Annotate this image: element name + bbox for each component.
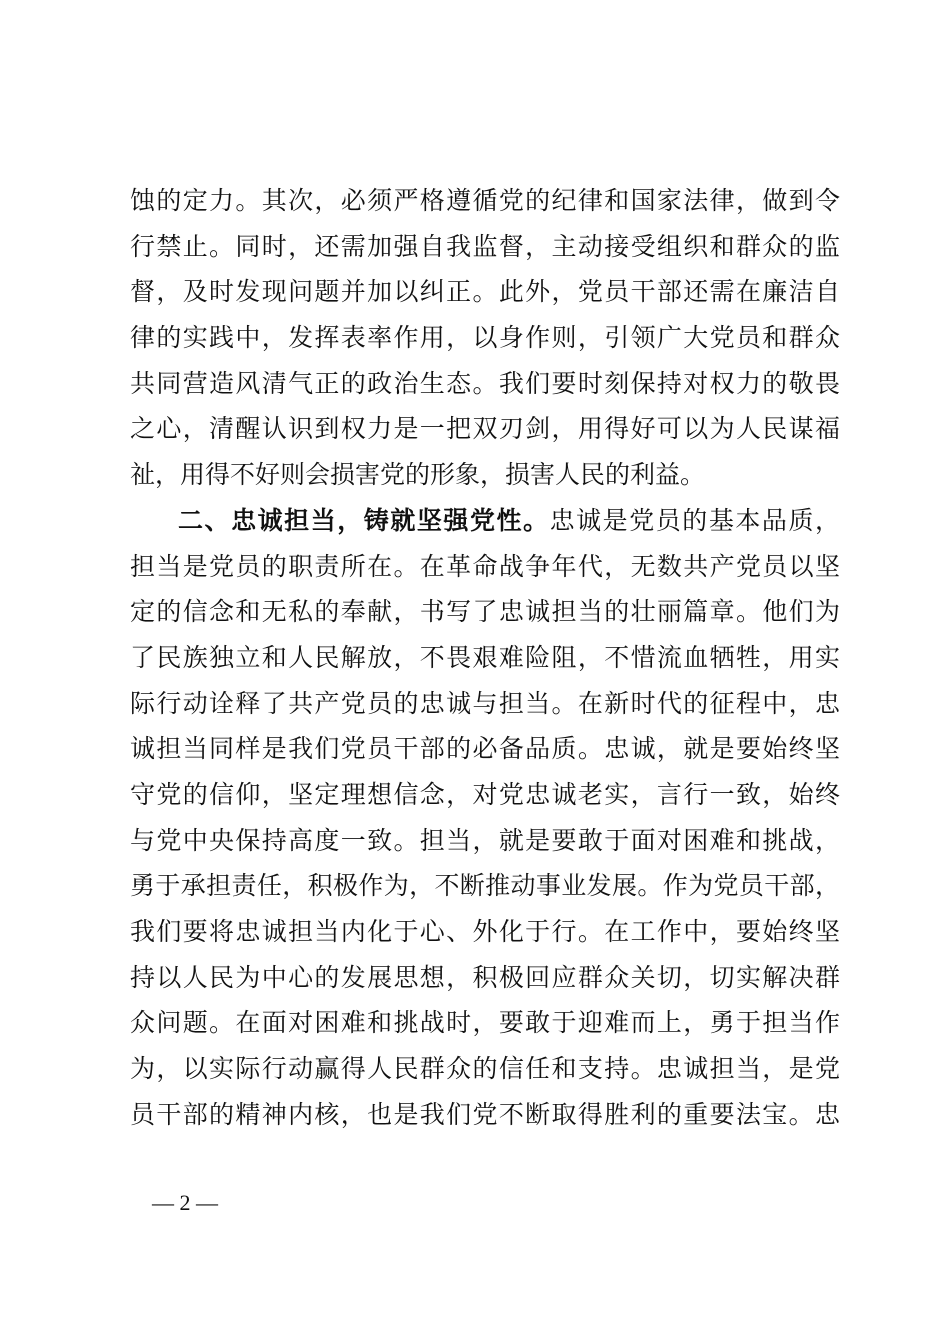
text-line: 蚀的定力。其次，必须严格遵循党的纪律和国家法律，做到令: [130, 186, 840, 215]
text-line: 担当是党员的职责所在。在革命战争年代，无数共产党员以坚: [130, 551, 840, 581]
text-line: 督，及时发现问题并加以纠正。此外，党员干部还需在廉洁自: [130, 277, 840, 307]
text-line: 为，以实际行动赢得人民群众的信任和支持。忠诚担当，是党: [130, 1054, 840, 1084]
text-run: 忠诚是党员的基本品质，: [549, 505, 840, 535]
text-line: 律的实践中，发挥表率作用，以身作则，引领广大党员和群众: [130, 323, 840, 353]
text-line: 了民族独立和人民解放，不畏艰难险阻，不惜流血牺牲，用实: [130, 642, 840, 672]
text-line: 共同营造风清气正的政治生态。我们要时刻保持对权力的敬畏: [130, 368, 840, 398]
text-line: 众问题。在面对困难和挑战时，要敢于迎难而上，勇于担当作: [130, 1008, 840, 1038]
text-line: 守党的信仰，坚定理想信念，对党忠诚老实，言行一致，始终: [130, 779, 840, 809]
text-line: 行禁止。同时，还需加强自我监督，主动接受组织和群众的监: [130, 231, 840, 261]
text-line: 之心，清醒认识到权力是一把双刃剑，用得好可以为人民谋福: [130, 414, 840, 444]
page-number: — 2 —: [152, 1190, 218, 1215]
text-line: 与党中央保持高度一致。担当，就是要敢于面对困难和挑战，: [130, 825, 840, 855]
text-line: 祉，用得不好则会损害党的形象，损害人民的利益。: [130, 460, 706, 490]
body-text: [130, 178, 840, 1137]
section-heading-line: [130, 498, 840, 544]
section-heading: 二、忠诚担当，铸就坚强党性。: [178, 505, 550, 535]
text-line: 定的信念和无私的奉献，书写了忠诚担当的壮丽篇章。他们为: [130, 597, 840, 627]
text-line: 际行动诠释了共产党员的忠诚与担当。在新时代的征程中，忠: [130, 688, 840, 718]
text-line: 我们要将忠诚担当内化于心、外化于行。在工作中，要始终坚: [130, 917, 840, 946]
text-line: 勇于承担责任，积极作为，不断推动事业发展。作为党员干部，: [130, 871, 840, 901]
text-line: 持以人民为中心的发展思想，积极回应群众关切，切实解决群: [130, 962, 840, 992]
text-line: 诚担当同样是我们党员干部的必备品质。忠诚，就是要始终坚: [130, 734, 840, 764]
text-line: 员干部的精神内核，也是我们党不断取得胜利的重要法宝。忠: [130, 1099, 840, 1129]
